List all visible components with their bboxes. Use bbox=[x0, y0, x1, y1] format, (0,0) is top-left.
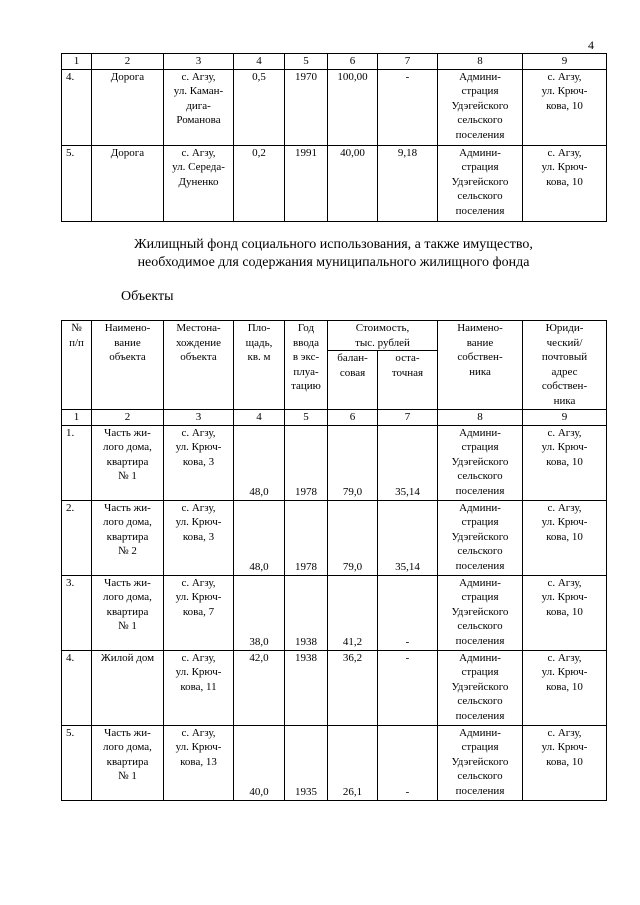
object-area: 48,0 bbox=[234, 425, 285, 500]
column-number: 7 bbox=[378, 54, 438, 70]
commission-year: 1978 bbox=[285, 500, 328, 575]
row-number: 5. bbox=[62, 145, 92, 221]
table-row bbox=[62, 425, 607, 500]
column-number: 2 bbox=[92, 54, 164, 70]
section-title: Жилищный фонд социального использования, а также имущество, необходимое для содержания муниципального жилищного фонда bbox=[134, 237, 533, 270]
object-area: 42,0 bbox=[234, 650, 285, 725]
owner-address: с. Агзу, ул. Крюч- кова, 10 bbox=[523, 500, 607, 575]
header-balance: балан- совая bbox=[328, 351, 378, 410]
header-row bbox=[62, 321, 607, 351]
header-owner: Наимено- вание собствен- ника bbox=[438, 321, 523, 410]
column-number: 4 bbox=[234, 410, 285, 426]
object-location: с. Агзу, ул. Середа- Дуненко bbox=[164, 145, 234, 221]
commission-year: 1938 bbox=[285, 575, 328, 650]
object-location: с. Агзу, ул. Крюч- кова, 3 bbox=[164, 500, 234, 575]
residual-cost: - bbox=[378, 69, 438, 145]
row-number: 3. bbox=[62, 575, 92, 650]
header-year: Год ввода в экс- плуа- тацию bbox=[285, 321, 328, 410]
residual-cost: - bbox=[378, 725, 438, 800]
owner-address: с. Агзу, ул. Крюч- кова, 10 bbox=[523, 725, 607, 800]
roads-table bbox=[61, 53, 607, 222]
object-location: с. Агзу, ул. Крюч- кова, 13 bbox=[164, 725, 234, 800]
owner-name: Админи- страция Удэгейского сельского поселения bbox=[438, 145, 523, 221]
residual-cost: - bbox=[378, 650, 438, 725]
header-area: Пло- щадь, кв. м bbox=[234, 321, 285, 410]
residual-cost: 35,14 bbox=[378, 425, 438, 500]
balance-cost: 79,0 bbox=[328, 500, 378, 575]
row-number: 4. bbox=[62, 650, 92, 725]
owner-name: Админи- страция Удэгейского сельского поселения bbox=[438, 725, 523, 800]
column-number: 1 bbox=[62, 410, 92, 426]
column-number: 2 bbox=[92, 410, 164, 426]
owner-name: Админи- страция Удэгейского сельского поселения bbox=[438, 650, 523, 725]
balance-cost: 100,00 bbox=[328, 69, 378, 145]
table-row bbox=[62, 725, 607, 800]
owner-name: Админи- страция Удэгейского сельского поселения bbox=[438, 575, 523, 650]
column-number: 3 bbox=[164, 410, 234, 426]
column-number: 6 bbox=[328, 54, 378, 70]
column-number: 4 bbox=[234, 54, 285, 70]
object-area: 48,0 bbox=[234, 500, 285, 575]
header-residual: оста- точная bbox=[378, 351, 438, 410]
object-location: с. Агзу, ул. Крюч- кова, 11 bbox=[164, 650, 234, 725]
row-number: 5. bbox=[62, 725, 92, 800]
commission-year: 1935 bbox=[285, 725, 328, 800]
column-number: 5 bbox=[285, 54, 328, 70]
column-number-row bbox=[62, 410, 607, 426]
column-number-row bbox=[62, 54, 607, 70]
owner-address: с. Агзу, ул. Крюч- кова, 10 bbox=[523, 145, 607, 221]
column-number: 7 bbox=[378, 410, 438, 426]
commission-year: 1970 bbox=[285, 69, 328, 145]
housing-fund-table bbox=[61, 320, 607, 801]
object-area: 38,0 bbox=[234, 575, 285, 650]
owner-name: Админи- страция Удэгейского сельского поселения bbox=[438, 69, 523, 145]
column-number: 8 bbox=[438, 54, 523, 70]
object-name: Часть жи- лого дома, квартира № 1 bbox=[92, 575, 164, 650]
object-name: Часть жи- лого дома, квартира № 2 bbox=[92, 500, 164, 575]
objects-label: Объекты bbox=[121, 289, 174, 304]
owner-address: с. Агзу, ул. Крюч- кова, 10 bbox=[523, 69, 607, 145]
table-row bbox=[62, 145, 607, 221]
owner-address: с. Агзу, ул. Крюч- кова, 10 bbox=[523, 650, 607, 725]
owner-address: с. Агзу, ул. Крюч- кова, 10 bbox=[523, 425, 607, 500]
object-location: с. Агзу, ул. Каман- дига- Романова bbox=[164, 69, 234, 145]
balance-cost: 36,2 bbox=[328, 650, 378, 725]
residual-cost: 9,18 bbox=[378, 145, 438, 221]
object-name: Часть жи- лого дома, квартира № 1 bbox=[92, 425, 164, 500]
page-number: 4 bbox=[588, 38, 594, 52]
column-number: 5 bbox=[285, 410, 328, 426]
header-name: Наимено- вание объекта bbox=[92, 321, 164, 410]
balance-cost: 26,1 bbox=[328, 725, 378, 800]
row-number: 4. bbox=[62, 69, 92, 145]
object-area: 40,0 bbox=[234, 725, 285, 800]
table-row bbox=[62, 650, 607, 725]
balance-cost: 40,00 bbox=[328, 145, 378, 221]
balance-cost: 41,2 bbox=[328, 575, 378, 650]
column-number: 1 bbox=[62, 54, 92, 70]
column-number: 9 bbox=[523, 410, 607, 426]
object-name: Жилой дом bbox=[92, 650, 164, 725]
residual-cost: - bbox=[378, 575, 438, 650]
balance-cost: 79,0 bbox=[328, 425, 378, 500]
table-row bbox=[62, 500, 607, 575]
object-length: 0,5 bbox=[234, 69, 285, 145]
object-location: с. Агзу, ул. Крюч- кова, 7 bbox=[164, 575, 234, 650]
object-name: Часть жи- лого дома, квартира № 1 bbox=[92, 725, 164, 800]
object-location: с. Агзу, ул. Крюч- кова, 3 bbox=[164, 425, 234, 500]
residual-cost: 35,14 bbox=[378, 500, 438, 575]
column-number: 9 bbox=[523, 54, 607, 70]
owner-name: Админи- страция Удэгейского сельского поселения bbox=[438, 425, 523, 500]
table-row bbox=[62, 69, 607, 145]
column-number: 3 bbox=[164, 54, 234, 70]
table-row bbox=[62, 575, 607, 650]
object-name: Дорога bbox=[92, 145, 164, 221]
commission-year: 1991 bbox=[285, 145, 328, 221]
row-number: 2. bbox=[62, 500, 92, 575]
header-cost: Стоимость, тыс. рублей bbox=[328, 321, 438, 351]
object-name: Дорога bbox=[92, 69, 164, 145]
header-address: Юриди- ческий/ почтовый адрес собствен- ника bbox=[523, 321, 607, 410]
owner-name: Админи- страция Удэгейского сельского поселения bbox=[438, 500, 523, 575]
column-number: 6 bbox=[328, 410, 378, 426]
object-length: 0,2 bbox=[234, 145, 285, 221]
row-number: 1. bbox=[62, 425, 92, 500]
commission-year: 1978 bbox=[285, 425, 328, 500]
owner-address: с. Агзу, ул. Крюч- кова, 10 bbox=[523, 575, 607, 650]
header-no: № п/п bbox=[62, 321, 92, 410]
commission-year: 1938 bbox=[285, 650, 328, 725]
column-number: 8 bbox=[438, 410, 523, 426]
header-location: Местона- хождение объекта bbox=[164, 321, 234, 410]
